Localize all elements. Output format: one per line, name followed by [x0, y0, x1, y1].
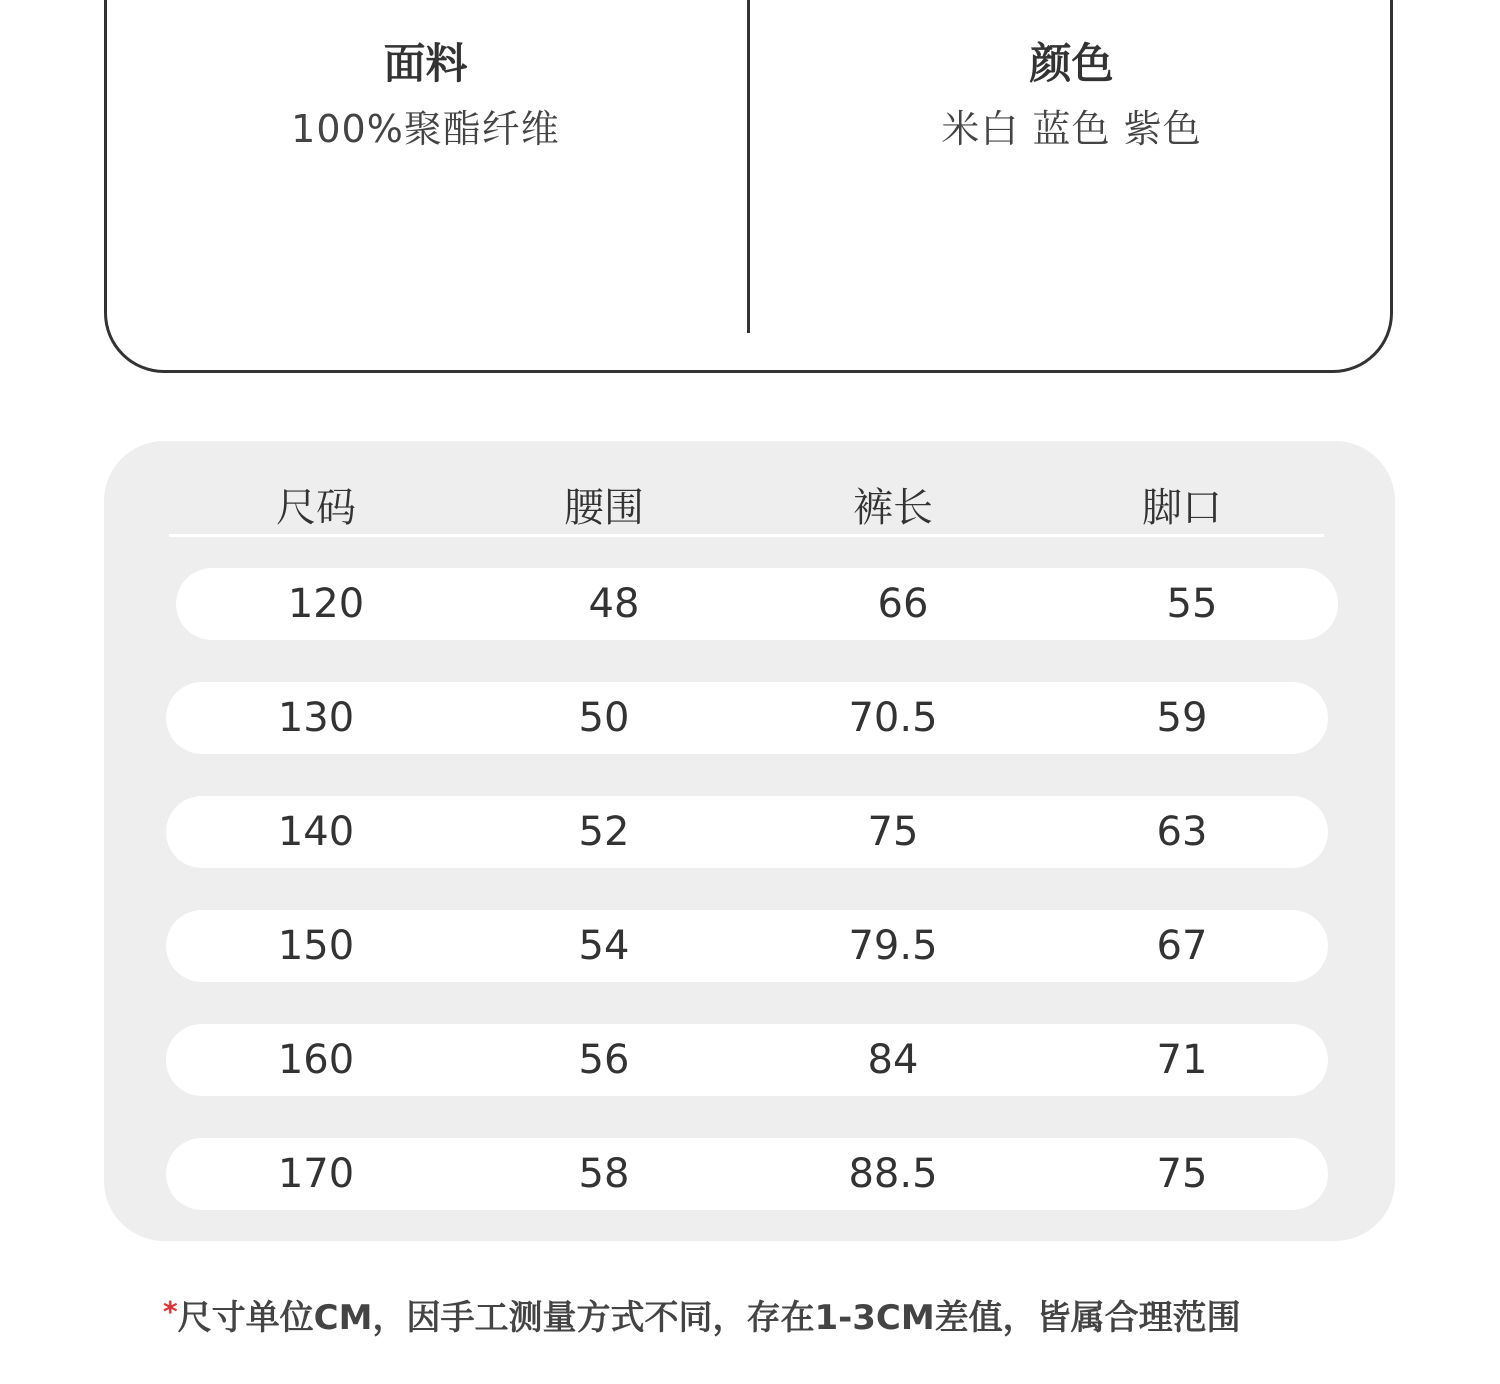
table-row — [166, 796, 1328, 868]
color-info — [750, 34, 1393, 156]
cell-size: 160 — [277, 1037, 355, 1083]
cell-hem: 67 — [1156, 923, 1208, 969]
cell-length: 66 — [877, 581, 929, 627]
cell-length: 79.5 — [848, 923, 938, 969]
cell-waist: 48 — [588, 581, 640, 627]
table-row — [166, 1138, 1328, 1210]
cell-waist: 56 — [578, 1037, 630, 1083]
cell-size: 150 — [277, 923, 355, 969]
fabric-title: 面料 — [383, 39, 468, 88]
cell-waist: 54 — [578, 923, 630, 969]
cell-hem: 59 — [1156, 695, 1208, 741]
cell-size: 130 — [277, 695, 355, 741]
header-waist: 腰围 — [564, 485, 644, 531]
cell-length: 84 — [867, 1037, 919, 1083]
cell-hem: 63 — [1156, 809, 1208, 855]
cell-size: 120 — [287, 581, 365, 627]
measurement-footnote — [163, 1284, 1241, 1346]
table-row — [166, 910, 1328, 982]
cell-length: 70.5 — [848, 695, 938, 741]
cell-waist: 52 — [578, 809, 630, 855]
header-hem: 脚口 — [1142, 485, 1222, 531]
cell-size: 170 — [277, 1151, 355, 1197]
size-table — [104, 441, 1395, 1241]
header-length: 裤长 — [853, 485, 933, 531]
cell-length: 88.5 — [848, 1151, 938, 1197]
footnote-marker: * — [163, 1295, 178, 1328]
table-row — [176, 568, 1338, 640]
header-divider — [169, 534, 1324, 537]
table-row — [166, 682, 1328, 754]
cell-length: 75 — [867, 809, 919, 855]
cell-hem: 75 — [1156, 1151, 1208, 1197]
footnote-text: 尺寸单位CM，因手工测量方式不同，存在1-3CM差值，皆属合理范围 — [177, 1298, 1241, 1338]
header-size: 尺码 — [276, 485, 356, 531]
table-header — [104, 461, 1395, 556]
color-value: 米白 蓝色 紫色 — [941, 107, 1202, 151]
fabric-info — [104, 34, 747, 156]
table-row — [166, 1024, 1328, 1096]
cell-hem: 71 — [1156, 1037, 1208, 1083]
cell-waist: 58 — [578, 1151, 630, 1197]
fabric-value: 100%聚酯纤维 — [291, 107, 560, 151]
color-title: 颜色 — [1029, 39, 1114, 88]
cell-waist: 50 — [578, 695, 630, 741]
cell-hem: 55 — [1166, 581, 1218, 627]
cell-size: 140 — [277, 809, 355, 855]
